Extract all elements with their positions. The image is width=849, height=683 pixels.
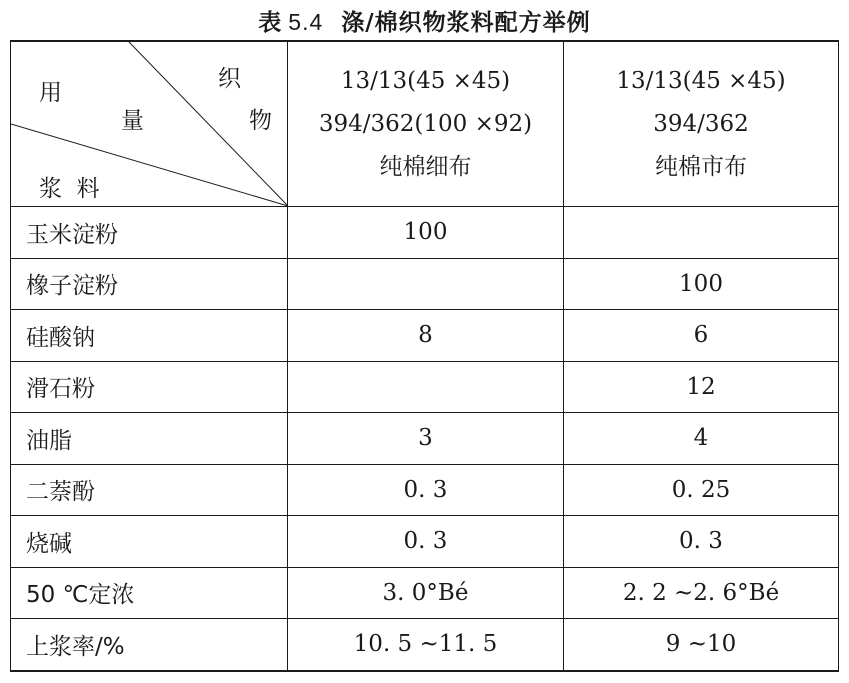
table-row — [11, 516, 839, 568]
corner-header-cell — [11, 41, 288, 207]
ingredient-name: 烧碱 — [11, 516, 288, 568]
col2-value: 9 ~10 — [564, 619, 839, 671]
table-row — [11, 207, 839, 259]
table-row — [11, 258, 839, 310]
col2-fabric-name: 纯棉市布 — [655, 153, 747, 180]
col2-value — [564, 207, 839, 259]
ingredient-name: 50 ℃定浓 — [11, 567, 288, 619]
header-row — [11, 41, 839, 207]
col1-value: 10. 5 ~11. 5 — [288, 619, 564, 671]
col2-value: 12 — [564, 361, 839, 413]
ingredient-name: 玉米淀粉 — [11, 207, 288, 259]
caption-label: 表 — [258, 10, 283, 36]
table-row — [11, 310, 839, 362]
corner-label-liang: 量 — [121, 108, 144, 134]
column-header-fine-cloth — [288, 41, 564, 207]
table-row — [11, 567, 839, 619]
table-row — [11, 464, 839, 516]
col1-value: 0. 3 — [288, 464, 564, 516]
table-row — [11, 361, 839, 413]
col2-spec-line1: 13/13(45 ×45) — [616, 67, 786, 94]
col2-value: 4 — [564, 413, 839, 465]
ingredient-name: 硅酸钠 — [11, 310, 288, 362]
ingredient-name: 上浆率/% — [11, 619, 288, 671]
col1-value: 0. 3 — [288, 516, 564, 568]
corner-label-jiangliao: 浆 料 — [39, 176, 100, 202]
caption-number: 5.4 — [288, 9, 324, 35]
col1-fabric-name: 纯棉细布 — [379, 153, 472, 180]
ingredient-name: 橡子淀粉 — [11, 258, 288, 310]
table-row — [11, 619, 839, 671]
ingredient-name: 油脂 — [11, 413, 288, 465]
corner-label-wu: 物 — [249, 108, 272, 134]
col2-value: 2. 2 ~2. 6°Bé — [564, 567, 839, 619]
col1-value: 3 — [288, 413, 564, 465]
caption-title: 涤/棉织物浆料配方举例 — [341, 10, 591, 36]
col1-value — [288, 258, 564, 310]
col1-spec-line1: 13/13(45 ×45) — [340, 67, 511, 94]
table-caption — [0, 4, 849, 37]
formula-table — [10, 40, 839, 672]
col2-value: 6 — [564, 310, 839, 362]
col1-value: 8 — [288, 310, 564, 362]
corner-label-zhi: 织 — [218, 66, 241, 92]
col1-value — [288, 361, 564, 413]
col1-value: 3. 0°Bé — [288, 567, 564, 619]
ingredient-name: 二萘酚 — [11, 464, 288, 516]
ingredient-name: 滑石粉 — [11, 361, 288, 413]
table-row — [11, 413, 839, 465]
corner-label-yong: 用 — [39, 80, 62, 106]
column-header-market-cloth — [564, 41, 839, 207]
col2-value: 100 — [564, 258, 839, 310]
col2-spec-line2: 394/362 — [653, 110, 749, 137]
col1-value: 100 — [288, 207, 564, 259]
col2-value: 0. 3 — [564, 516, 839, 568]
col1-spec-line2: 394/362(100 ×92) — [318, 110, 533, 137]
col2-value: 0. 25 — [564, 464, 839, 516]
